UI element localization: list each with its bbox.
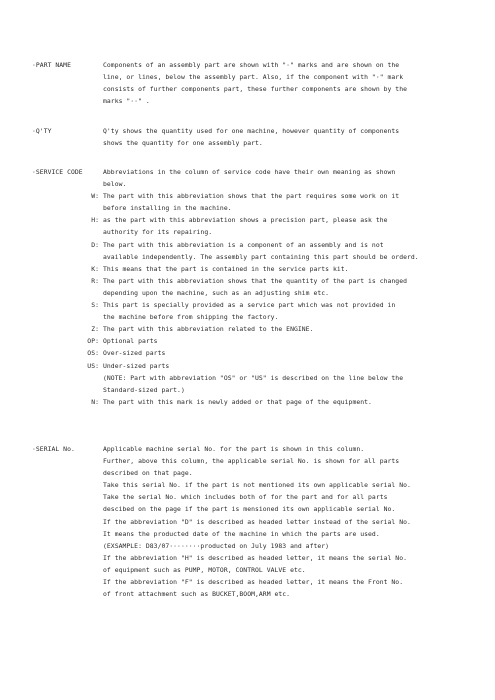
text-line: Further, above this column, the applicable serial No. is shown for all parts <box>103 457 400 466</box>
text-line: This means that the part is contained in the service parts kit. <box>103 264 349 273</box>
service-code-label: OS: <box>87 349 99 358</box>
text-line: the machine before from shipping the factory. <box>103 313 279 322</box>
service-code-label: S: <box>91 301 99 310</box>
service-code-label: R: <box>91 276 99 285</box>
text-line: If the abbreviation "D" is described as headed letter instead of the serial No. <box>103 517 411 526</box>
text-line: Over-sized parts <box>103 349 166 358</box>
part-name-term: ·PART NAME <box>32 61 71 69</box>
qty-description <box>103 125 413 149</box>
text-line: below. <box>103 180 127 189</box>
qty-term: ·Q'TY <box>32 127 52 135</box>
service-code-entry-z <box>91 323 413 335</box>
text-line: This part is specially provided as a service part which was not provided in <box>103 301 396 310</box>
text-line: of front attachment such as BUCKET,BOOM,ARM etc. <box>103 590 291 599</box>
text-line: The part with this abbreviation related to the ENGINE. <box>103 325 314 334</box>
text-line: The part with this abbreviation is a component of an assembly and is not <box>103 240 384 249</box>
text-line: If the abbreviation "H" is described as headed letter, it means the serial No. <box>103 553 408 562</box>
text-line: Standard-sized part.) <box>103 385 185 394</box>
text-line: marks "··" . <box>103 97 150 106</box>
text-line: described on that page. <box>103 469 193 478</box>
text-line: authority for its repairing. <box>103 228 213 237</box>
service-code-term: ·SERVICE CODE <box>32 168 83 176</box>
text-line: line, or lines, below the assembly part. Also, if the component with "·" mark <box>103 73 404 82</box>
text-line: Optional parts <box>103 337 158 346</box>
text-line: Take this serial No. if the part is not mentioned its own applicable serial No. <box>103 481 411 490</box>
text-line: depending upon the machine, such as an adjusting shim etc. <box>103 288 330 297</box>
service-code-label: N: <box>91 397 99 406</box>
service-code-label: OP: <box>87 337 99 346</box>
text-line: before installing in the machine. <box>103 204 232 213</box>
text-line: If the abbreviation "F" is described as headed letter, it means the Front No. <box>103 578 404 587</box>
text-line: descibed on the page if the part is mensioned its own applicable serial No. <box>103 505 396 514</box>
service-code-entry-n <box>91 396 413 408</box>
text-line: Abbreviations in the column of service code have their own meaning as shown <box>103 168 396 176</box>
text-line: Take the serial No. which includes both of for the part and for all parts <box>103 493 388 502</box>
service-code-label: US: <box>87 361 99 370</box>
service-code-label: D: <box>91 240 99 249</box>
text-line: The part with this abbreviation shows that the quantity of the part is changed <box>103 276 408 285</box>
service-code-entry-us <box>87 360 413 396</box>
service-code-entry-r <box>91 275 413 299</box>
service-code-entry-d <box>91 239 419 263</box>
service-code-label: K: <box>91 264 99 273</box>
service-code-entry-k <box>91 263 413 275</box>
service-code-entry-op <box>87 335 413 347</box>
service-code-entry-s <box>91 299 413 323</box>
text-line: The part with this mark is newly added or that page of the equipment. <box>103 397 372 406</box>
text-line: The part with this abbreviation shows that the part requires some work on it <box>103 192 400 201</box>
serial-no-description <box>103 443 413 600</box>
service-code-entry-w <box>91 190 413 214</box>
service-code-entry-os <box>87 347 413 359</box>
text-line: Applicable machine serial No. for the part is shown in this column. <box>103 445 365 453</box>
service-code-label: W: <box>91 192 99 201</box>
service-code-entry-h <box>91 214 413 238</box>
text-line: Q'ty shows the quantity used for one machine, however quantity of components <box>103 127 400 135</box>
service-code-label: Z: <box>91 325 99 334</box>
text-line: shows the quantity for one assembly part. <box>103 139 263 148</box>
text-line: of equipment such as PUMP, MOTOR, CONTROL VALVE etc. <box>103 565 306 574</box>
text-line: Components of an assembly part are shown with "·" marks and are shown on the <box>103 61 400 69</box>
text-line: as the part with this abbreviation shows a precision part, please ask the <box>103 216 388 225</box>
service-code-description <box>87 166 419 408</box>
service-code-label: H: <box>91 216 99 225</box>
part-name-description <box>103 59 413 107</box>
text-line: Under-sized parts <box>103 361 170 370</box>
text-line: It means the producted date of the machine in which the parts are used. <box>103 529 380 538</box>
text-line: consists of further components part, these further components are shown by the <box>103 85 408 94</box>
text-line: (NOTE: Part with abbreviation "OS" or "US" is described on the line below the <box>103 373 404 382</box>
text-line: available independently. The assembly part containing this part should be orderd. <box>103 252 419 261</box>
serial-no-term: ·SERIAL No. <box>32 445 75 453</box>
text-line: (EXSAMPLE: D83/07········producted on July 1983 and after) <box>103 541 330 550</box>
